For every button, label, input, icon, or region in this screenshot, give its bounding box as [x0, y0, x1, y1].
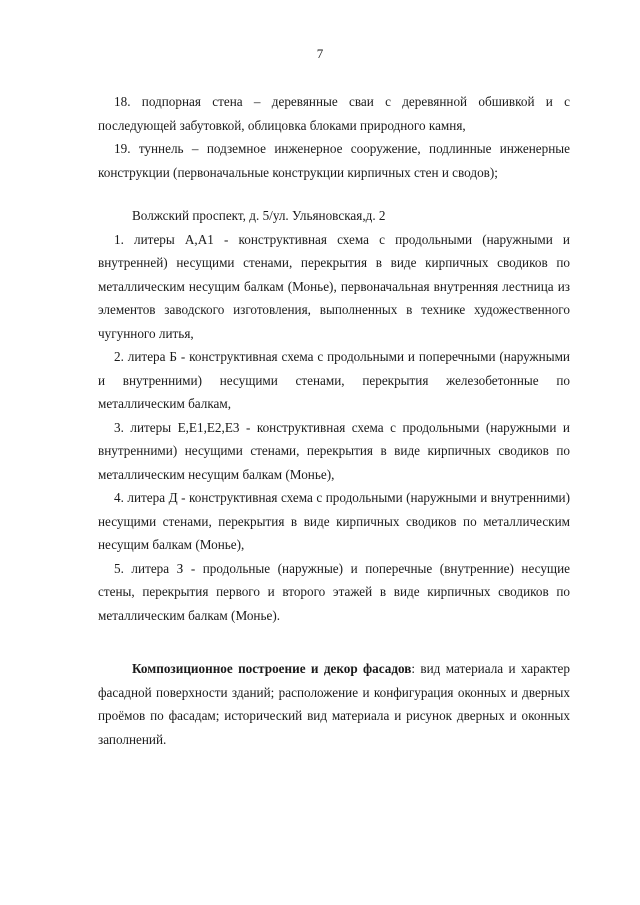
page-number: 7	[316, 46, 324, 61]
list-item-5: 5. литера З - продольные (наружные) и поперечные (внутренние) несущие стены, перекрытия первого и второго этажей в виде кирпичных сводиков по металлическим балкам (Монье).	[98, 560, 570, 623]
paragraph-item-19: 19. туннель – подземное инженерное сооружение, подлинные инженерные конструкции (первоначальные конструкции кирпичных стен и сводов);	[98, 141, 570, 180]
section-text: : вид материала и характер фасадной поверхности зданий; расположение и конфигурация оконных и дверных проёмов по фасадам; исторический вид материала и рисунок дверных и оконных заполнений.	[98, 661, 570, 747]
address-heading: Волжский проспект, д. 5/ул. Ульяновская,д. 2	[132, 208, 386, 223]
list-item-1: 1. литеры А,А1 - конструктивная схема с продольными (наружными и внутренней) несущими стенами, перекрытия в виде кирпичных сводиков по металлическим несущим балкам (Монье), первоначальная внутренняя лестница из элементов заводского изготовления, выполненных в технике художественного чугунного литья,	[98, 231, 570, 341]
document-body	[98, 90, 570, 751]
section-title: Композиционное построение и декор фасадов	[132, 661, 412, 676]
list-item-4: 4. литера Д - конструктивная схема с продольными (наружными и внутренними) несущими стенами, перекрытия в виде кирпичных сводиков по металлическим несущим балкам (Монье),	[98, 490, 570, 552]
section-paragraph	[98, 657, 570, 751]
list-item-3: 3. литеры Е,Е1,Е2,Е3 - конструктивная схема с продольными (наружными и внутренними) несущими стенами, перекрытия в виде кирпичных сводиков по металлическим несущим балкам (Монье),	[98, 419, 570, 482]
list-item-2: 2. литера Б - конструктивная схема с продольными и поперечными (наружными и внутренними) несущими стенами, перекрытия железобетонные по металлическим балкам,	[98, 349, 570, 411]
paragraph-item-18: 18. подпорная стена – деревянные сваи с деревянной обшивкой и с последующей забутовкой, облицовка блоками природного камня,	[98, 94, 570, 133]
